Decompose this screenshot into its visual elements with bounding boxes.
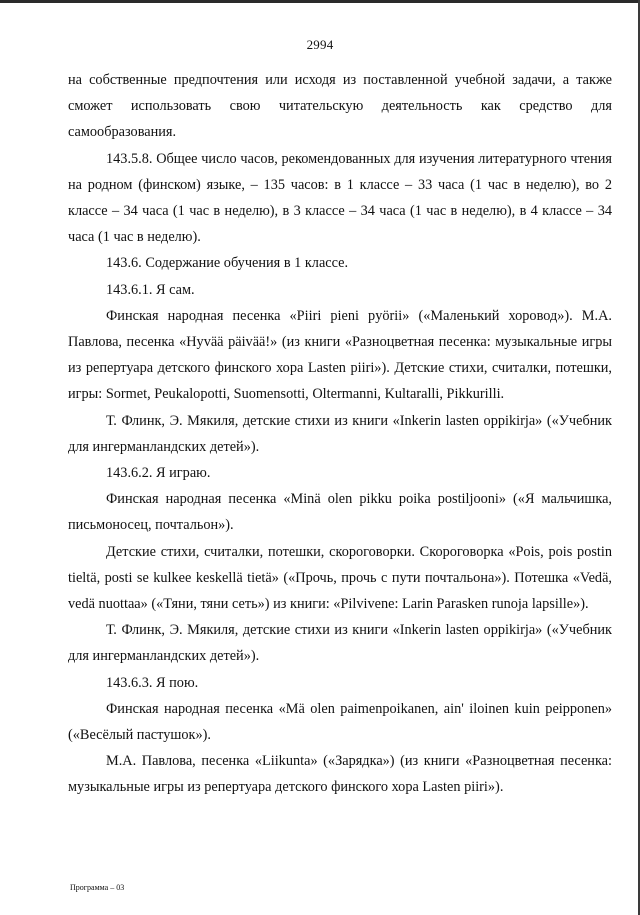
paragraph: Финская народная песенка «Piiri pieni pyörii» («Маленький хоровод»). М.А. Павлова, песенка «Hyvää päivää!» (из книги «Разноцветная песенка: музыкальные игры из репертуара детского финского хора Lasten piiri»). Детские стихи, считалки, потешки, игры: Sormet, Peukalopotti, Suomensotti, Oltermanni, Kultaralli, Pikkurilli. [68, 307, 612, 403]
paragraph: 143.5.8. Общее число часов, рекомендованных для изучения литературного чтения на родном (финском) языке, – 135 часов: в 1 классе – 33 часа (1 час в неделю), во 2 классе – 34 часа (1 час в неделю), в 3 классе – 34 часа (1 час в неделю), в 4 классе – 34 часа (1 час в неделю). [68, 150, 612, 246]
paragraph: Т. Флинк, Э. Мякиля, детские стихи из книги «Inkerin lasten oppikirja» («Учебник для ингерманландских детей»). [68, 622, 612, 665]
paragraph: Финская народная песенка «Mä olen paimenpoikanen, ain' iloinen kuin peipponen» («Весёлый пастушок»). [68, 700, 612, 744]
paragraph: Т. Флинк, Э. Мякиля, детские стихи из книги «Inkerin lasten oppikirja» («Учебник для ингерманландских детей»). [68, 412, 612, 455]
paragraph: Финская народная песенка «Minä olen pikku poika postiljooni» («Я мальчишка, письмоносец, почтальон»). [68, 491, 612, 534]
paragraph: на собственные предпочтения или исходя из поставленной учебной задачи, а также сможет использовать свою читательскую деятельность как средство для самообразования. [68, 72, 612, 141]
scan-edge-top [0, 0, 640, 3]
page-footer: Программа – 03 [70, 883, 125, 892]
document-body [68, 67, 612, 801]
paragraph: 143.6. Содержание обучения в 1 классе. [106, 255, 349, 272]
paragraph: 143.6.2. Я играю. [106, 465, 211, 482]
paragraph: Детские стихи, считалки, потешки, скороговорки. Скороговорка «Pois, pois postin tieltä, posti se kulkee keskellä tietä» («Прочь, прочь с пути почтальона»). Потешка «Vedä, vedä nuottaa» («Тяни, тяни сеть») из книги: «Pilvivene: Larin Parasken runoja lapsille»). [68, 543, 612, 613]
page-number: 2994 [306, 37, 334, 52]
paragraph: М.А. Павлова, песенка «Liikunta» («Зарядка») (из книги «Разноцветная песенка: музыкальные игры из репертуара детского финского хора Lasten piiri»). [68, 753, 612, 796]
paragraph: 143.6.3. Я пою. [106, 674, 199, 691]
paragraph: 143.6.1. Я сам. [106, 281, 195, 298]
